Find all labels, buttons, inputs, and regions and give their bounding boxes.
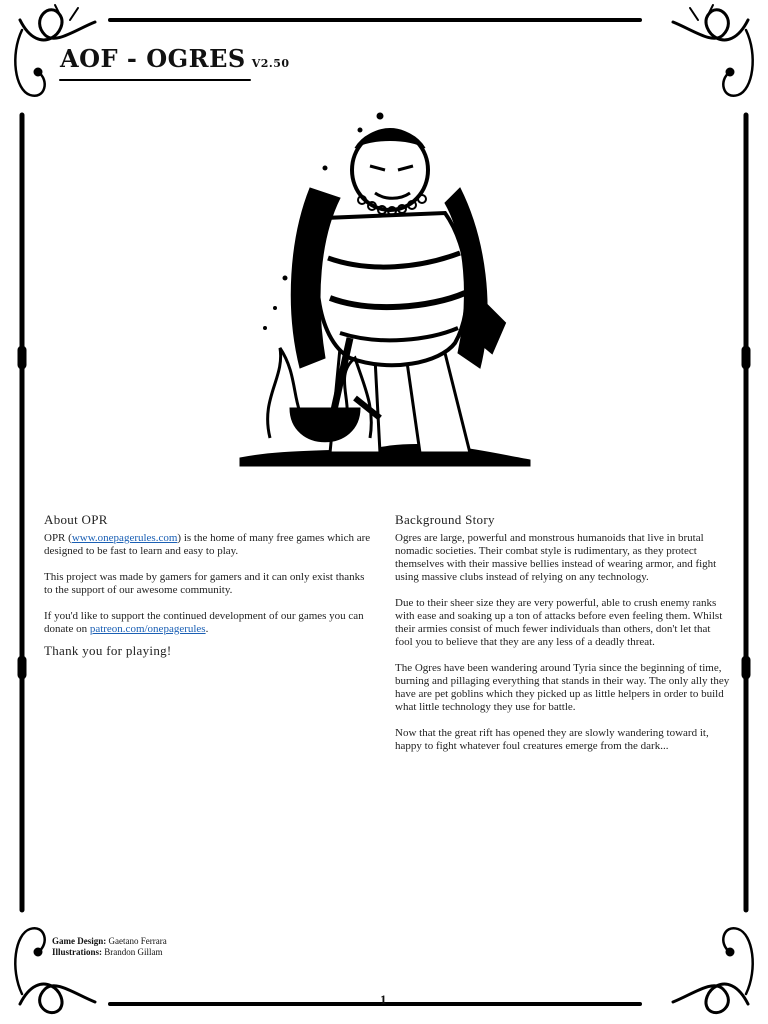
ogre-illustration xyxy=(230,108,540,478)
thank-you-text: Thank you for playing! xyxy=(44,643,172,658)
about-section xyxy=(44,513,374,657)
design-label: Game Design: xyxy=(52,936,107,946)
page-title xyxy=(60,44,290,73)
page-number: 1 xyxy=(380,992,387,1007)
credits xyxy=(52,936,167,958)
credit-illustrations xyxy=(52,947,167,958)
about-p1-prefix: OPR ( xyxy=(44,532,72,544)
patreon-link[interactable]: patreon.com/onepagerules xyxy=(89,623,206,635)
about-p3-suffix: . xyxy=(205,623,209,635)
illustrations-label: Illustrations: xyxy=(52,947,103,957)
background-heading: Background Story xyxy=(395,512,495,527)
background-paragraph-4: Now that the great rift has opened they are slowly wandering toward it, happy to fight whatever foul creatures emerge from the dark... xyxy=(395,727,709,752)
version-label: V2.50 xyxy=(251,57,290,70)
about-paragraph-2: This project was made by gamers for gamers and it can only exist thanks to the support of our awesome community. xyxy=(44,571,365,596)
opr-website-link[interactable]: www.onepagerules.com xyxy=(71,532,178,544)
background-paragraph-2: Due to their sheer size they are very powerful, able to crush enemy ranks with ease and soaking up a ton of attacks before even feeling them. Whilst their armies consist of much fewer individuals than others, don't let that fool you to believe that they are any less of a deadly threat. xyxy=(395,597,723,648)
credit-design xyxy=(52,936,167,947)
title-text: AOF - OGRES xyxy=(60,44,246,73)
about-heading: About OPR xyxy=(44,512,108,527)
about-p1-suffix: ) is the home of many free games which are designed to be fast to learn and easy to play. xyxy=(44,532,371,557)
background-section xyxy=(395,513,730,766)
background-paragraph-3: The Ogres have been wandering around Tyria since the beginning of time, burning and pillaging everything that stands in their way. The only ally they have are pet goblins which they picked up as little helpers in order to build what little technology they use for battle. xyxy=(395,662,730,713)
about-paragraph-3 xyxy=(44,610,374,636)
illustrations-name: Brandon Gillam xyxy=(104,947,163,957)
about-paragraph-1 xyxy=(44,532,374,558)
background-paragraph-1: Ogres are large, powerful and monstrous humanoids that live in brutal nomadic societies. Their combat style is rudimentary, as they protect themselves with their massive bellies instead of wearing armor, and fight using massive clubs instead of relying on any technology. xyxy=(395,532,717,583)
about-p3-prefix: If you'd like to support the continued development of our games you can donate on xyxy=(44,610,364,635)
design-name: Gaetano Ferrara xyxy=(108,936,167,946)
